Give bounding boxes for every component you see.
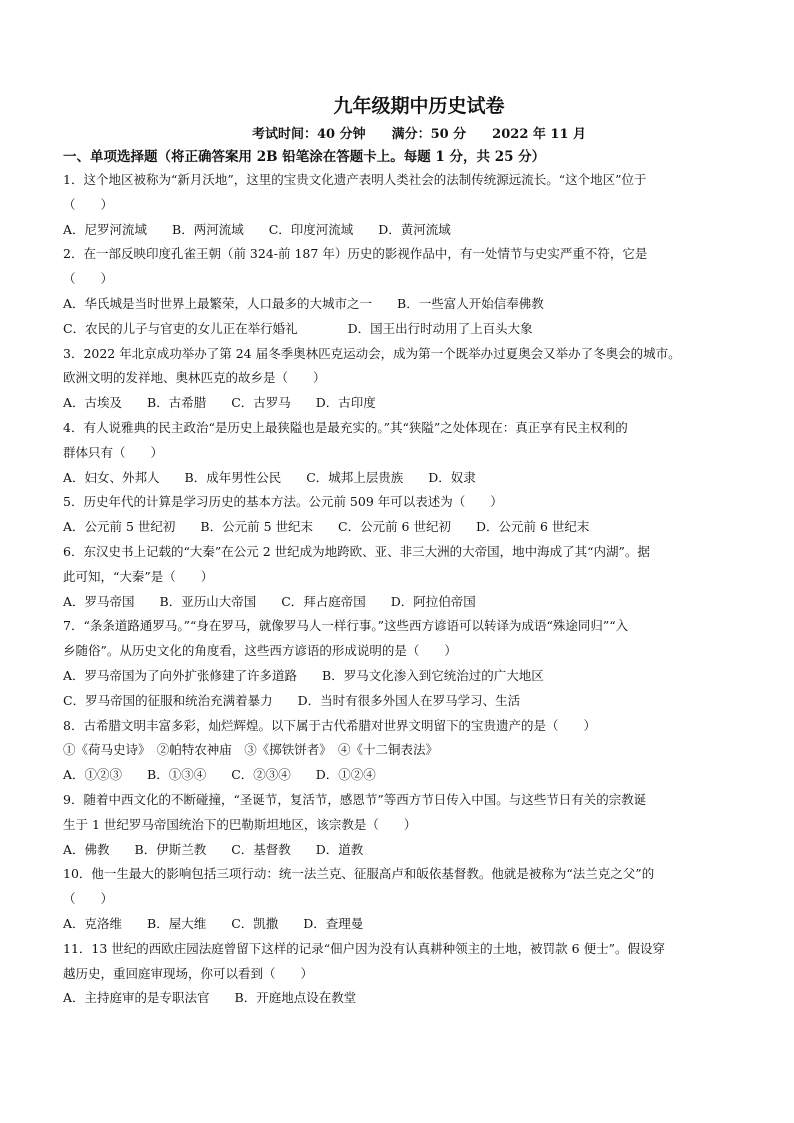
question-line: A．古埃及 B．古希腊 C．古罗马 D．古印度 <box>63 395 376 411</box>
question-line: A．罗马帝国 B．亚历山大帝国 C．拜占庭帝国 D．阿拉伯帝国 <box>63 593 476 609</box>
question-line: 4．有人说雅典的民主政治“是历史上最狭隘也是最充实的。”其“狭隘”之处体现在：真正享有民主权利的 <box>63 419 628 435</box>
question-line: （ ） <box>63 271 114 287</box>
question-line: 此可知，“大秦”是（ ） <box>63 568 214 584</box>
section-heading: 一、单项选择题（将正确答案用 2B 铅笔涂在答题卡上。每题 1 分，共 25 分） <box>63 149 546 165</box>
question-line: 越历史，重回庭审现场，你可以看到（ ） <box>63 965 314 981</box>
question-line: A．罗马帝国为了向外扩张修建了许多道路 B．罗马文化渗入到它统治过的广大地区 <box>63 667 544 683</box>
question-line: C．农民的儿子与官吏的女儿正在举行婚礼 D．国王出行时动用了上百头大象 <box>63 320 533 336</box>
question-line: 9．随着中西文化的不断碰撞，“圣诞节，复活节，感恩节”等西方节日传入中国。与这些节日有关的宗教诞 <box>63 791 647 807</box>
question-line: C．罗马帝国的征服和统治充满着暴力 D．当时有很多外国人在罗马学习、生活 <box>63 692 521 708</box>
question-line: 1．这个地区被称为“新月沃地”，这里的宝贵文化遗产表明人类社会的法制传统源远流长。“这个地区”位于 <box>63 172 647 187</box>
question-line: 8．古希腊文明丰富多彩，灿烂辉煌。以下属于古代希腊对世界文明留下的宝贵遗产的是（ ） <box>63 717 596 733</box>
exam-page <box>63 92 735 1011</box>
question-line: 7．“条条道路通罗马。”“身在罗马，就像罗马人一样行事。”这些西方谚语可以转译为成语“殊途同归”“入 <box>63 618 629 634</box>
question-line: ①《荷马史诗》 ②帕特农神庙 ③《掷铁饼者》 ④《十二铜表法》 <box>63 742 439 758</box>
question-line: 2．在一部反映印度孔雀王朝（前 324-前 187 年）历史的影视作品中，有一处情节与史实严重不符，它是 <box>63 246 648 262</box>
question-line: A．妇女、外邦人 B．成年男性公民 C．城邦上层贵族 D．奴隶 <box>63 469 476 485</box>
question-line: 生于 1 世纪罗马帝国统治下的巴勒斯坦地区，该宗教是（ ） <box>63 816 417 832</box>
question-line: 欧洲文明的发祥地、奥林匹克的故乡是（ ） <box>63 370 326 386</box>
question-line: A．主持庭审的是专职法官 B．开庭地点设在教堂 <box>63 990 357 1006</box>
exam-title: 九年级期中历史试卷 <box>333 95 505 117</box>
question-line: A．①②③ B．①③④ C．②③④ D．①②④ <box>63 767 376 783</box>
question-line: 群体只有（ ） <box>63 444 164 460</box>
question-line: 11．13 世纪的西欧庄园法庭曾留下这样的记录“佃户因为没有认真耕种领主的土地，被罚款 6 便士”。假设穿 <box>63 940 665 956</box>
question-line: A．尼罗河流域 B．两河流域 C．印度河流域 D．黄河流域 <box>63 221 451 237</box>
question-line: 5．历史年代的计算是学习历史的基本方法。公元前 509 年可以表述为（ ） <box>63 494 503 510</box>
exam-info: 考试时间：40 分钟 满分：50 分 2022 年 11 月 <box>251 127 587 142</box>
question-line: A．克洛维 B．屋大维 C．凯撒 D．查理曼 <box>63 915 364 931</box>
question-line: 乡随俗”。从历史文化的角度看，这些西方谚语的形成说明的是（ ） <box>63 643 457 659</box>
question-line: A．华氏城是当时世界上最繁荣，人口最多的大城市之一 B．一些富人开始信奉佛教 <box>63 295 544 311</box>
question-line: 10．他一生最大的影响包括三项行动：统一法兰克、征服高卢和皈依基督教。他就是被称为“法兰克之父”的 <box>63 866 655 882</box>
question-line: A．公元前 5 世纪初 B．公元前 5 世纪末 C．公元前 6 世纪初 D．公元前 6 世纪末 <box>63 519 590 535</box>
question-line: 3．2022 年北京成功举办了第 24 届冬季奥林匹克运动会，成为第一个既举办过夏奥会又举办了冬奥会的城市。 <box>63 345 681 361</box>
question-line: （ ） <box>63 196 114 212</box>
question-list <box>63 168 735 1011</box>
question-line: A．佛教 B．伊斯兰教 C．基督教 D．道教 <box>63 841 364 857</box>
question-line: （ ） <box>63 891 114 907</box>
question-line: 6．东汉史书上记载的“大秦”在公元 2 世纪成为地跨欧、亚、非三大洲的大帝国，地中海成了其“内湖”。据 <box>63 543 650 559</box>
